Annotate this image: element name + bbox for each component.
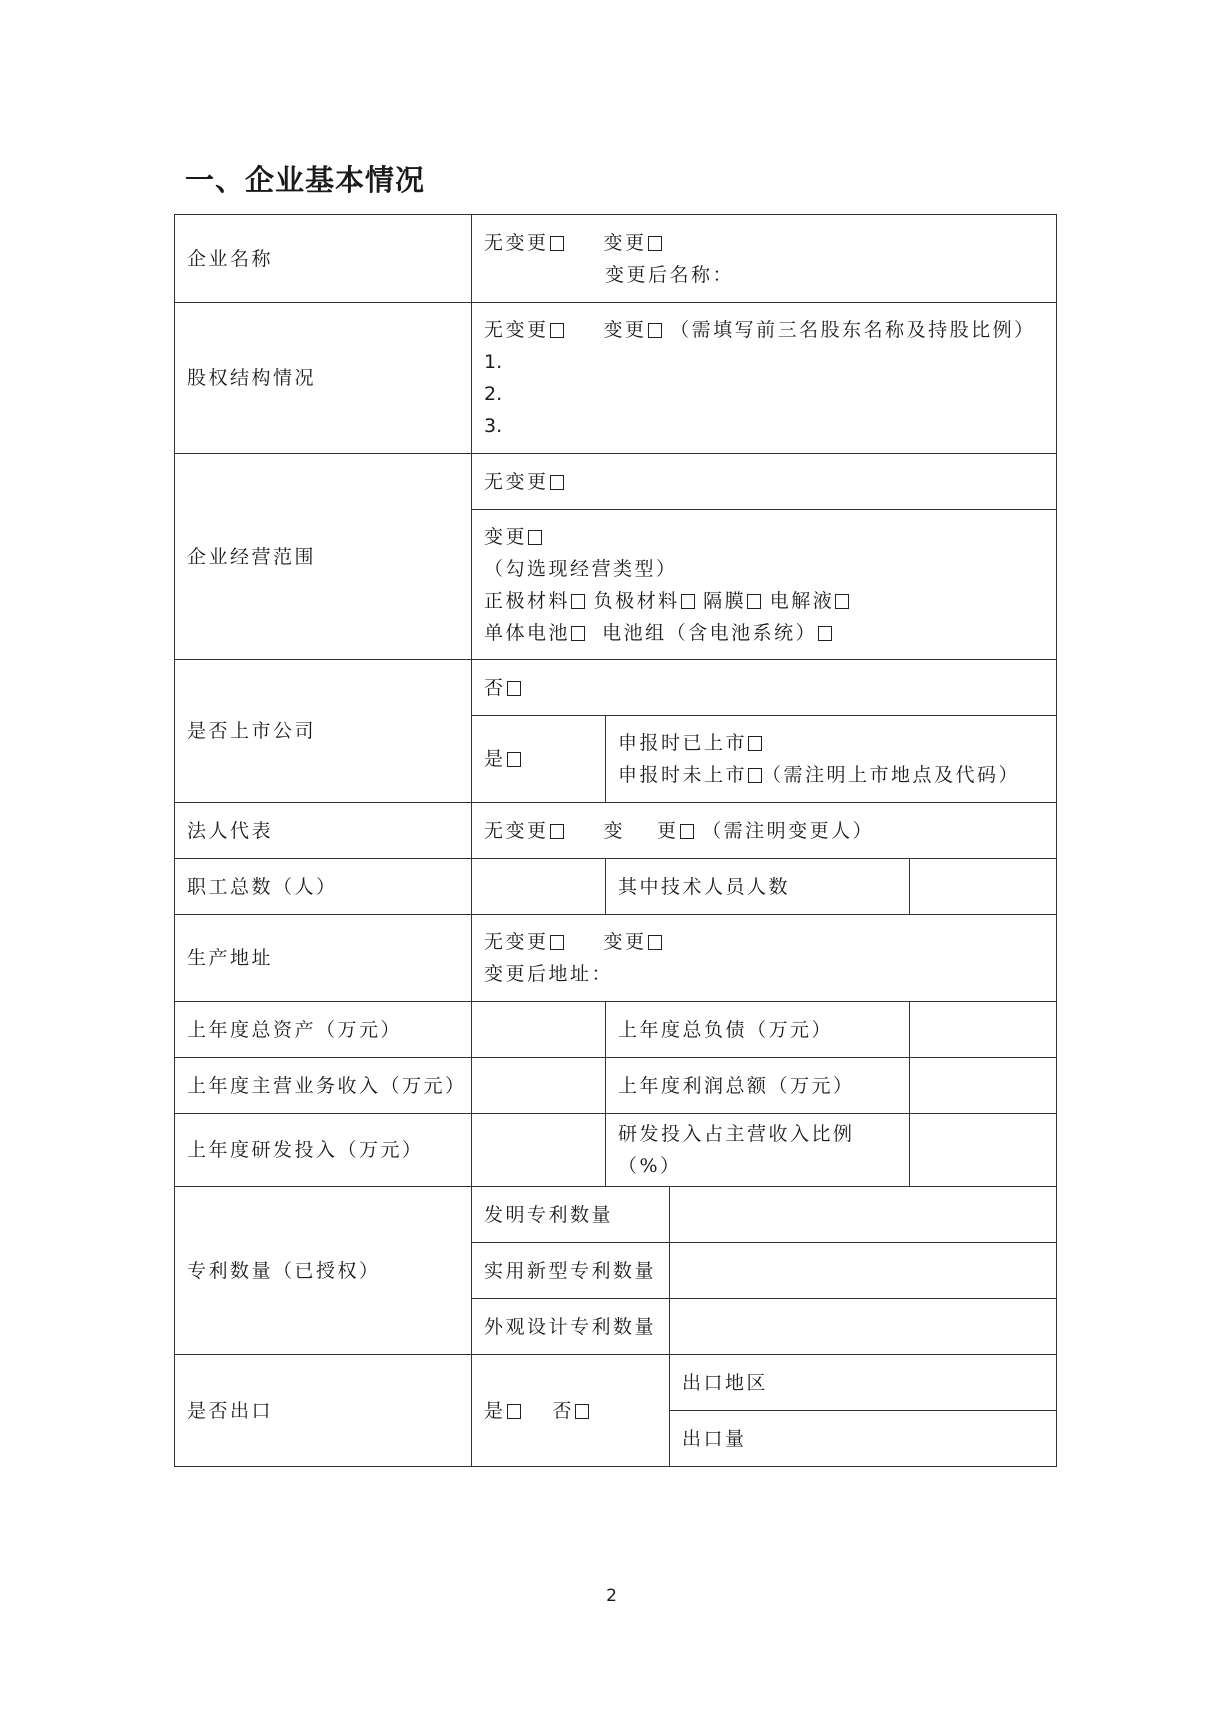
patent-utility-label: 实用新型专利数量 [472,1243,670,1299]
rd-value[interactable] [472,1114,606,1187]
scope-anode-checkbox[interactable] [681,594,695,609]
staff-value[interactable] [472,859,606,915]
patent-invention-value[interactable] [670,1187,1057,1243]
scope-change-checkbox[interactable] [528,530,542,545]
row-revenue [175,1058,1057,1114]
company-name-change-checkbox[interactable] [648,236,662,251]
rd-ratio-label: 研发投入占主营收入比例（%） [606,1114,910,1187]
equity-value [472,303,1057,454]
legal-rep-label: 法人代表 [175,803,472,859]
export-yes-label: 是 [484,1399,506,1422]
company-name-no-change-label: 无变更 [484,231,549,254]
listed-note: （需注明上市地点及代码） [762,764,1021,786]
export-no-checkbox[interactable] [575,1404,589,1419]
scope-note: （勾选现经营类型） [484,557,678,580]
address-no-change-label: 无变更 [484,931,549,953]
listed-no-checkbox[interactable] [507,681,521,696]
scope-cathode-checkbox[interactable] [571,594,585,609]
row-equity [175,303,1057,454]
scope-pack-label: 电池组（含电池系统） [602,621,818,644]
export-no-label: 否 [552,1399,575,1422]
listed-no-cell [472,660,1057,716]
patent-invention-label: 发明专利数量 [472,1187,670,1243]
legal-rep-change-label-b: 更 [657,819,679,842]
scope-pack-checkbox[interactable] [818,626,832,641]
equity-item-3: 3. [484,415,503,437]
scope-cell-label: 单体电池 [484,621,571,644]
patent-design-value[interactable] [670,1299,1057,1355]
address-value [472,915,1057,1002]
legal-rep-value [472,803,1057,859]
scope-no-change-checkbox[interactable] [550,475,564,490]
section-heading: 一、企业基本情况 [185,163,426,197]
scope-cell-checkbox[interactable] [571,626,585,641]
enterprise-info-table [174,214,1057,1467]
listed-at-filing-checkbox[interactable] [748,736,762,751]
address-no-change-checkbox[interactable] [550,935,564,950]
scope-electrolyte-label: 电解液 [769,589,835,612]
equity-label: 股权结构情况 [175,303,472,454]
export-region-label: 出口地区 [670,1355,1057,1411]
staff-label: 职工总数（人） [175,859,472,915]
legal-rep-note: （需注明变更人） [702,819,875,842]
row-assets [175,1002,1057,1058]
revenue-value[interactable] [472,1058,606,1114]
row-legal-rep [175,803,1057,859]
rd-ratio-value[interactable] [910,1114,1057,1187]
address-change-label: 变更 [603,931,647,953]
address-label: 生产地址 [175,915,472,1002]
row-company-name [175,215,1057,303]
export-yes-checkbox[interactable] [507,1404,521,1419]
legal-rep-change-checkbox[interactable] [680,824,694,839]
listed-yes-label: 是 [484,748,506,770]
equity-item-2: 2. [484,383,503,405]
assets-label: 上年度总资产（万元） [175,1002,472,1058]
legal-rep-no-change-label: 无变更 [484,819,549,842]
company-name-label: 企业名称 [175,215,472,303]
export-choice-cell [472,1355,670,1467]
equity-change-checkbox[interactable] [648,323,662,338]
assets-value[interactable] [472,1002,606,1058]
profit-value[interactable] [910,1058,1057,1114]
liabilities-value[interactable] [910,1002,1057,1058]
equity-no-change-checkbox[interactable] [550,323,564,338]
page-number: 2 [606,1586,617,1606]
company-name-no-change-checkbox[interactable] [550,236,564,251]
company-name-value [472,215,1057,303]
row-listed-no [175,660,1057,716]
scope-cathode-label: 正极材料 [484,589,571,612]
row-scope-no-change [175,454,1057,510]
listed-at-filing-label: 申报时已上市 [618,732,748,754]
patents-label: 专利数量（已授权） [175,1187,472,1355]
legal-rep-no-change-checkbox[interactable] [550,824,564,839]
listed-no-label: 否 [484,676,506,699]
row-rd [175,1114,1057,1187]
legal-rep-change-label-a: 变 [603,819,626,842]
scope-anode-label: 负极材料 [593,589,680,612]
scope-separator-label: 隔膜 [703,589,747,612]
listed-yes-cell [472,716,606,803]
scope-no-change-label: 无变更 [484,470,549,493]
tech-staff-label: 其中技术人员人数 [606,859,910,915]
row-patent-invention [175,1187,1057,1243]
liabilities-label: 上年度总负债（万元） [606,1002,910,1058]
revenue-label: 上年度主营业务收入（万元） [175,1058,472,1114]
row-export-region [175,1355,1057,1411]
listed-status-cell [606,716,1057,803]
scope-change-label: 变更 [484,525,528,548]
scope-no-change-cell [472,454,1057,510]
company-name-new-name-label: 变更后名称： [605,263,735,286]
tech-staff-value[interactable] [910,859,1057,915]
company-name-change-label: 变更 [603,231,647,254]
scope-separator-checkbox[interactable] [747,594,761,609]
equity-no-change-label: 无变更 [484,319,549,341]
listed-label: 是否上市公司 [175,660,472,803]
patent-utility-value[interactable] [670,1243,1057,1299]
profit-label: 上年度利润总额（万元） [606,1058,910,1114]
scope-electrolyte-checkbox[interactable] [835,594,849,609]
equity-item-1: 1. [484,351,503,373]
address-new-address-label: 变更后地址： [484,963,614,985]
listed-yes-checkbox[interactable] [507,752,521,767]
export-volume-label: 出口量 [670,1411,1057,1467]
row-address [175,915,1057,1002]
scope-label: 企业经营范围 [175,454,472,660]
equity-note: （需填写前三名股东名称及持股比例） [670,319,1036,341]
not-listed-at-filing-checkbox[interactable] [748,768,762,783]
rd-label: 上年度研发投入（万元） [175,1114,472,1187]
address-change-checkbox[interactable] [648,935,662,950]
equity-change-label: 变更 [603,319,647,341]
not-listed-at-filing-label: 申报时未上市 [618,764,748,786]
row-staff [175,859,1057,915]
export-label: 是否出口 [175,1355,472,1467]
scope-change-cell [472,510,1057,660]
patent-design-label: 外观设计专利数量 [472,1299,670,1355]
